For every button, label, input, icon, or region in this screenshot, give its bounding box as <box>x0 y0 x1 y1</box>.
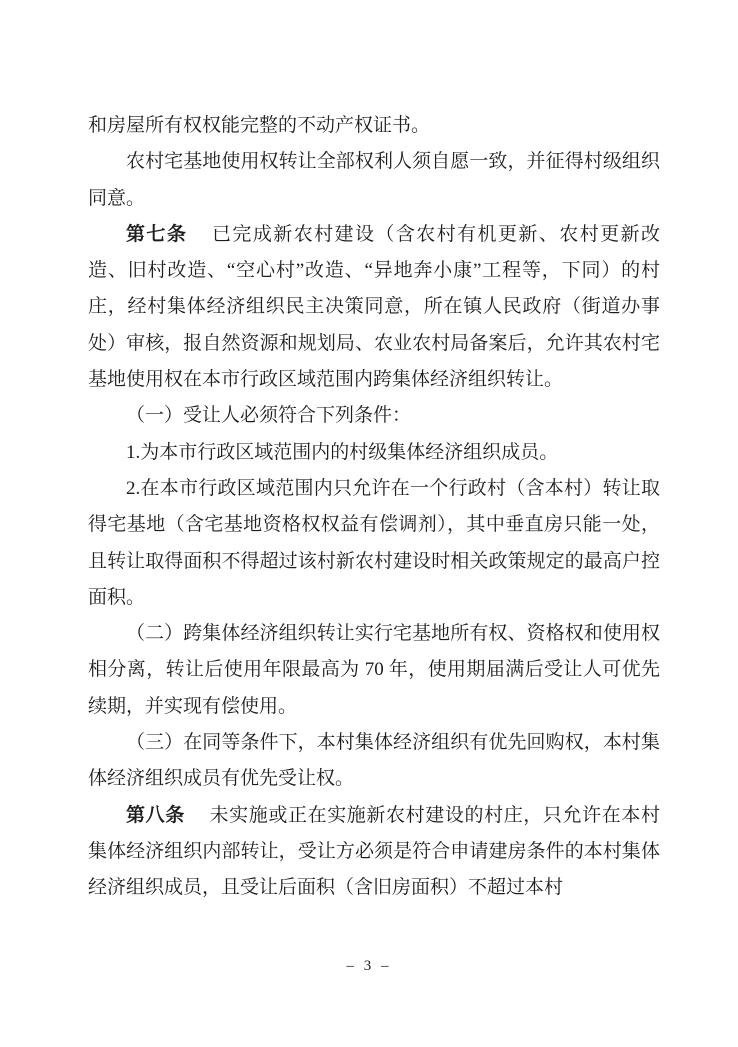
paragraph-text: 未实施或正在实施新农村建设的村庄，只允许在本村集体经济组织内部转让，受让方必须是符合申请建房条件的本村集体经济组织成员，且受让后面积（含旧房面积）不超过本村 <box>88 804 660 899</box>
paragraph <box>88 435 660 471</box>
paragraph-text: 农村宅基地使用权转让全部权利人须自愿一致，并征得村级组织同意。 <box>88 151 660 209</box>
page-number <box>0 958 738 975</box>
paragraph <box>88 108 660 144</box>
article-number: 第八条 <box>126 804 185 826</box>
paragraph-text: （一）受让人必须符合下列条件： <box>126 405 412 427</box>
document-body <box>88 108 660 907</box>
paragraph <box>88 471 660 616</box>
paragraph-text: 和房屋所有权权能完整的不动产权证书。 <box>88 115 431 136</box>
paragraph <box>88 217 660 398</box>
paragraph <box>88 616 660 725</box>
paragraph-text: 已完成新农村建设（含农村有机更新、农村更新改造、旧村改造、“空心村”改造、“异地奔小康”工程等，下同）的村庄，经村集体经济组织民主决策同意，所在镇人民政府（街道办事处）审核，报自然资源和规划局、农业农村局备案后，允许其农村宅基地使用权在本市行政区域范围内跨集体经济组织转让。 <box>88 223 660 391</box>
paragraph-text: （二）跨集体经济组织转让实行宅基地所有权、资格权和使用权相分离，转让后使用年限最高为 70 年，使用期届满后受让人可优先续期，并实现有偿使用。 <box>88 623 660 717</box>
article-number: 第七条 <box>126 223 188 245</box>
paragraph <box>88 725 660 798</box>
paragraph <box>88 798 660 907</box>
page-number-text: – 3 – <box>346 958 392 974</box>
paragraph <box>88 144 660 217</box>
paragraph <box>88 398 660 434</box>
paragraph-text: 1.为本市行政区域范围内的村级集体经济组织成员。 <box>126 441 559 463</box>
paragraph-text: 2.在本市行政区域范围内只允许在一个行政村（含本村）转让取得宅基地（含宅基地资格权权益有偿调剂），其中垂直房只能一处，且转让取得面积不得超过该村新农村建设时相关政策规定的最高户控面积。 <box>88 477 660 608</box>
paragraph-text: （三）在同等条件下，本村集体经济组织有优先回购权，本村集体经济组织成员有优先受让权。 <box>88 732 660 790</box>
